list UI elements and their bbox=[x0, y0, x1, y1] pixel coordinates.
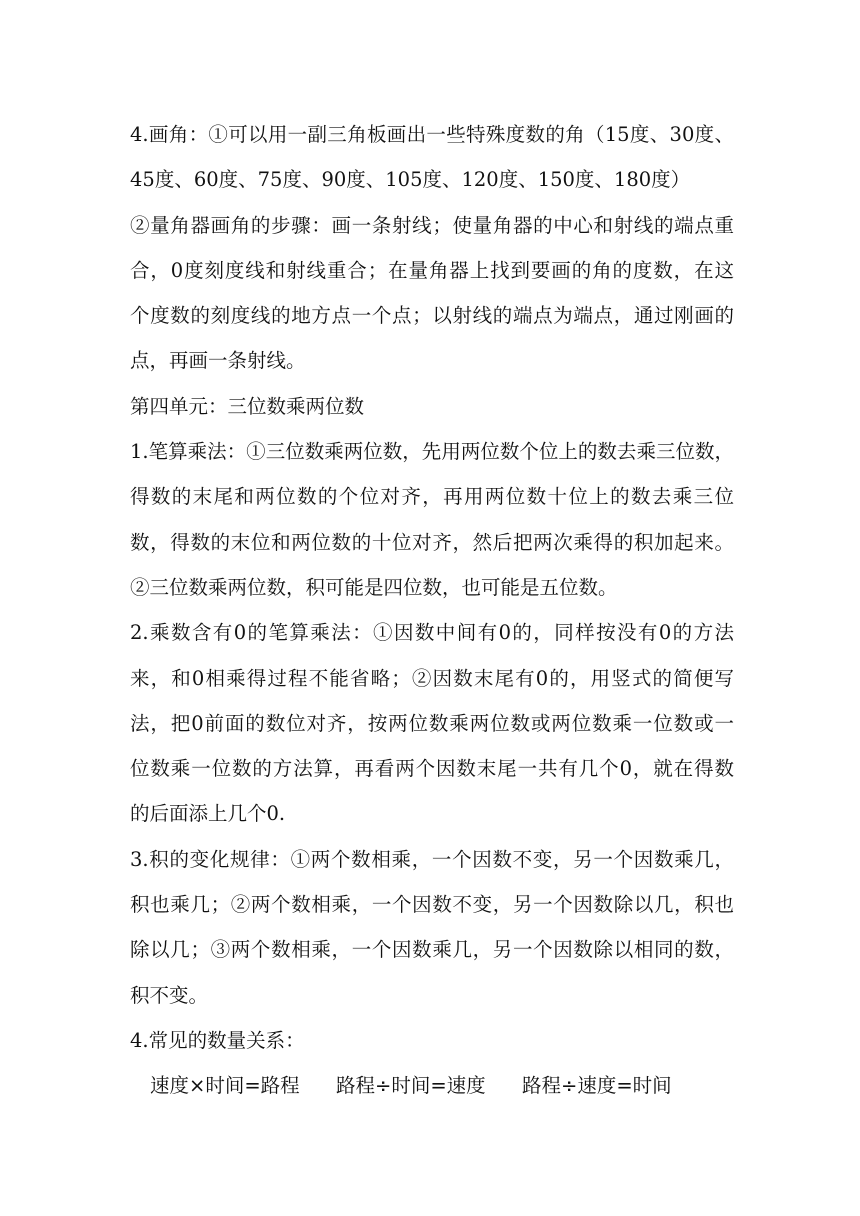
text-line: 来，和0相乘得过程不能省略；②因数末尾有0的，用竖式的简便写 bbox=[130, 666, 734, 690]
text-line: 积也乘几；②两个数相乘，一个因数不变，另一个因数除以几，积也 bbox=[130, 893, 734, 917]
document-page bbox=[130, 112, 734, 1109]
text-line: 1.笔算乘法：①三位数乘两位数，先用两位数个位上的数去乘三位数， bbox=[130, 440, 734, 464]
text-line: 45度、60度、75度、90度、105度、120度、150度、180度） bbox=[130, 168, 691, 192]
formula-velocity: 路程÷时间=速度 bbox=[336, 1074, 486, 1098]
text-line: 点，再画一条射线。 bbox=[130, 349, 306, 373]
text-line: ②量角器画角的步骤：画一条射线；使量角器的中心和射线的端点重 bbox=[130, 213, 734, 237]
text-line: 4.常见的数量关系： bbox=[130, 1028, 305, 1052]
text-line: 的后面添上几个0. bbox=[130, 802, 286, 826]
text-line: 合，0度刻度线和射线重合；在量角器上找到要画的角的度数，在这 bbox=[130, 258, 734, 282]
text-line: ②三位数乘两位数，积可能是四位数，也可能是五位数。 bbox=[130, 575, 618, 599]
text-line: 数，得数的末位和两位数的十位对齐，然后把两次乘得的积加起来。 bbox=[130, 530, 734, 554]
text-line: 个度数的刻度线的地方点一个点；以射线的端点为端点，通过刚画的 bbox=[130, 304, 734, 328]
text-line: 得数的末尾和两位数的个位对齐，再用两位数十位上的数去乘三位 bbox=[130, 485, 734, 509]
text-line: 积不变。 bbox=[130, 983, 209, 1007]
text-line: 位数乘一位数的方法算，再看两个因数末尾一共有几个0，就在得数 bbox=[130, 757, 734, 781]
text-line: 法，把0前面的数位对齐，按两位数乘两位数或两位数乘一位数或一 bbox=[130, 711, 734, 735]
text-line: 4.画角：①可以用一副三角板画出一些特殊度数的角（15度、30度、 bbox=[130, 123, 734, 146]
formula-time: 路程÷速度=时间 bbox=[522, 1074, 672, 1098]
section-heading: 第四单元：三位数乘两位数 bbox=[130, 394, 365, 418]
formula-row bbox=[130, 1063, 734, 1108]
text-line: 3.积的变化规律：①两个数相乘，一个因数不变，另一个因数乘几， bbox=[130, 847, 734, 871]
text-line: 除以几；③两个数相乘，一个因数乘几，另一个因数除以相同的数， bbox=[130, 938, 734, 962]
formula-speed: 速度×时间=路程 bbox=[150, 1074, 300, 1098]
text-line: 2.乘数含有0的笔算乘法：①因数中间有0的，同样按没有0的方法 bbox=[130, 621, 734, 645]
